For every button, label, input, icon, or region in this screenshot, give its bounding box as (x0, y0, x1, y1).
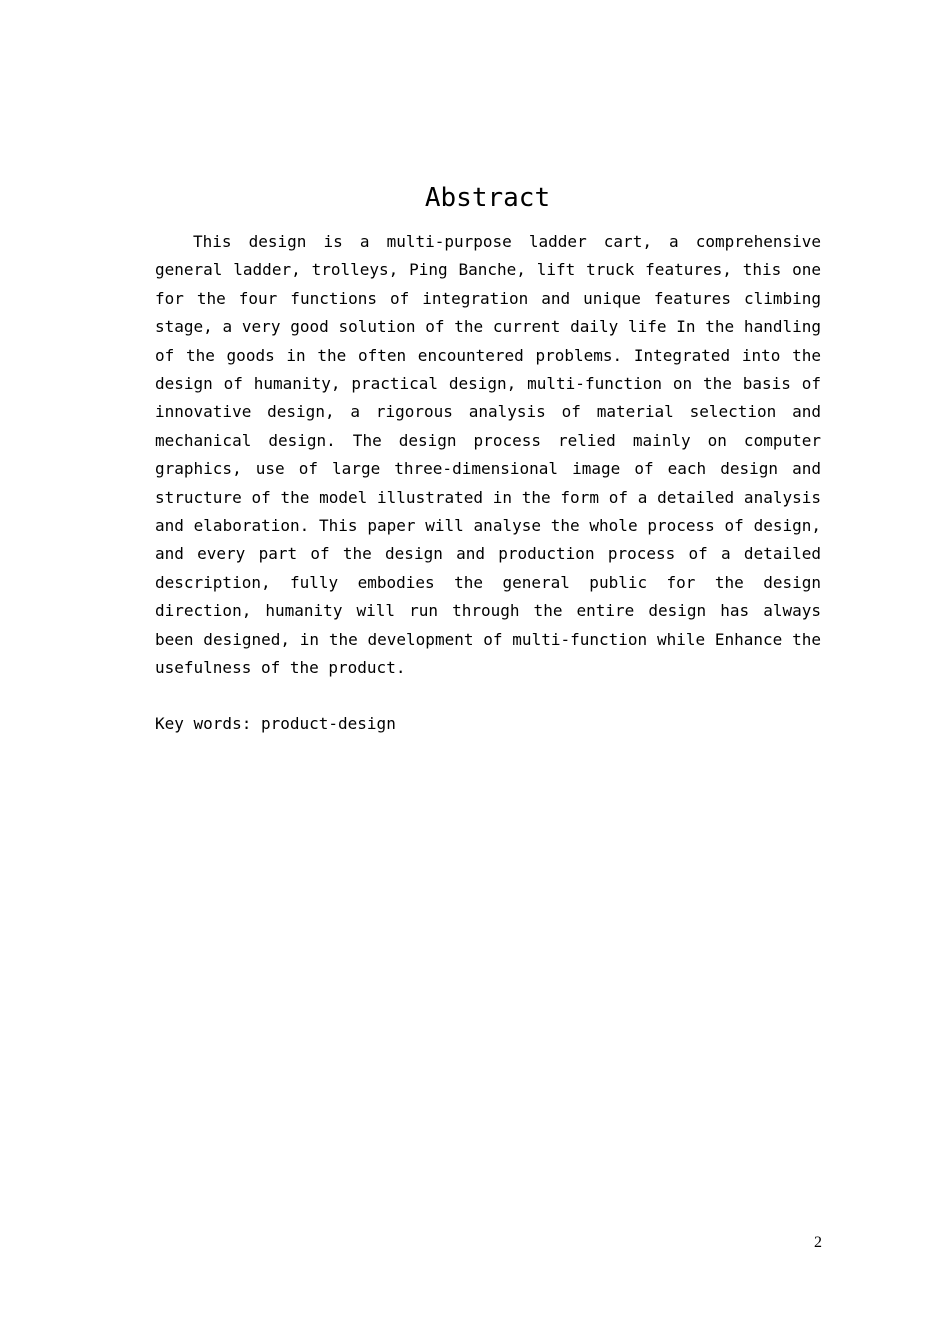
page-number: 2 (814, 1234, 822, 1251)
keywords-line: Key words: product-design (155, 714, 396, 733)
abstract-paragraph: This design is a multi-purpose ladder cart, a comprehensive general ladder, trolleys, Ping Banche, lift truck features, this one for the four functions of integration and unique features climbing stage, a very good solution of the current daily life In the handling of the goods in the often encountered problems. Integrated into the design of humanity, practical design, multi-function on the basis of innovative design, a rigorous analysis of material selection and mechanical design. The design process relied mainly on computer graphics, use of large three-dimensional image of each design and structure of the model illustrated in the form of a detailed analysis and elaboration. This paper will analyse the whole process of design, and every part of the design and production process of a detailed description, fully embodies the general public for the design direction, humanity will run through the entire design has always been designed, in the development of multi-function while Enhance the usefulness of the product. (155, 232, 821, 678)
abstract-title: Abstract (424, 183, 551, 213)
